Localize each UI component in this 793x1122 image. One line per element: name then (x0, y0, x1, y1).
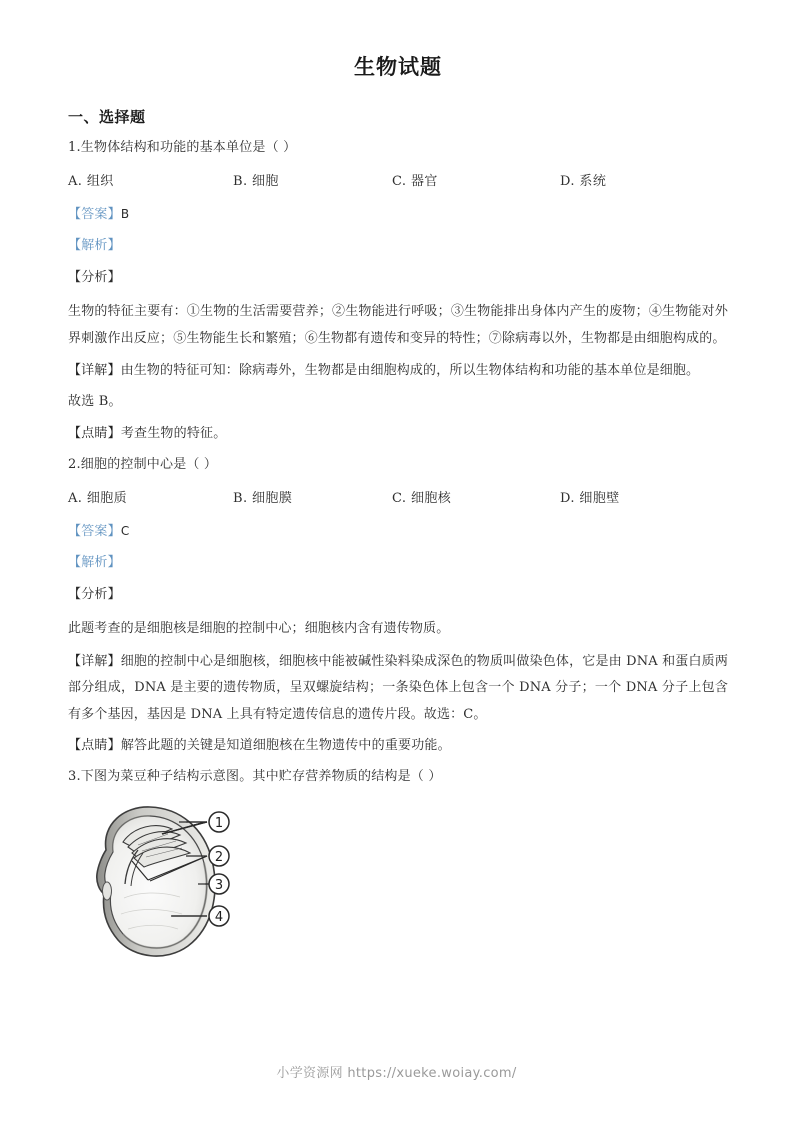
callout-2 (209, 846, 229, 866)
option-1-a[interactable]: A. 组织 (68, 173, 114, 189)
tip-body-1: 考查生物的特征。 (120, 426, 227, 442)
detail-paragraph-1 (68, 358, 728, 385)
analysis-body-1: 生物的特征主要有：①生物的生活需要营养；②生物能进行呼吸；③生物能排出身体内产生的废物；④生物能对外界刺激作出反应；⑤生物能生长和繁殖；⑥生物都有遗传和变异的特性；⑦除病毒以外，生物都是由细胞构成的。 (68, 304, 728, 346)
section-heading-choice: 一、选择题 (68, 108, 146, 127)
answer-line-2 (68, 522, 728, 542)
answer-line-1 (68, 205, 728, 225)
tip-tag-2: 【点睛】 (68, 737, 121, 753)
answer-label-2: 【答案】 (68, 523, 121, 539)
svg-text:3: 3 (214, 878, 224, 894)
svg-text:2: 2 (214, 850, 224, 866)
callout-1 (209, 812, 229, 832)
tip-body-2: 解答此题的关键是知道细胞核在生物遗传中的重要功能。 (120, 737, 451, 753)
question-block-3 (68, 767, 728, 969)
analysis-body-2: 此题考查的是细胞核是细胞的控制中心；细胞核内含有遗传物质。 (68, 621, 450, 637)
bean-seed-diagram (76, 798, 306, 968)
analysis-tag-2: 【分析】 (68, 586, 121, 602)
page-content (68, 55, 728, 968)
analysis-tag-1: 【分析】 (68, 269, 121, 285)
options-row-2 (68, 487, 728, 509)
question-stem-1: 1.生物体结构和功能的基本单位是（ ） (68, 140, 297, 156)
page-title: 生物试题 (354, 55, 442, 79)
detail-body-2: 细胞的控制中心是细胞核，细胞核中能被碱性染料染成深色的物质叫做染色体，它是由 DNA 和蛋白质两部分组成，DNA 是主要的遗传物质，呈双螺旋结构；一条染色体上包含一个 DNA 分子；一个 DNA 分子上包含有多个基因，基因是 DNA 上具有特定遗传信息的遗传片段。故选：C。 (68, 653, 728, 723)
svg-text:1: 1 (214, 816, 224, 832)
option-1-b[interactable]: B. 细胞 (233, 173, 279, 189)
option-1-d[interactable]: D. 系统 (560, 173, 607, 189)
option-2-c[interactable]: C. 细胞核 (392, 490, 452, 506)
detail-tag-2: 【详解】 (68, 653, 121, 669)
option-1-c[interactable]: C. 器官 (392, 173, 438, 189)
svg-text:4: 4 (214, 910, 224, 926)
choose-line-1: 故选 B。 (68, 394, 122, 410)
footer-watermark: 小学资源网 https://xueke.woiay.com/ (276, 1066, 517, 1081)
callout-3 (209, 874, 229, 894)
question-block-2 (68, 455, 728, 756)
option-2-a[interactable]: A. 细胞质 (68, 490, 128, 506)
question-stem-2: 2.细胞的控制中心是（ ） (68, 457, 218, 473)
options-row-1 (68, 170, 728, 192)
tip-tag-1: 【点睛】 (68, 426, 121, 442)
tip-paragraph-2 (68, 735, 728, 756)
option-2-d[interactable]: D. 细胞壁 (560, 490, 620, 506)
detail-paragraph-2 (68, 649, 728, 729)
detail-tag-1: 【详解】 (68, 363, 121, 379)
callout-4 (209, 906, 229, 926)
answer-value-2: C (120, 523, 130, 538)
answer-label-1: 【答案】 (68, 206, 121, 222)
tip-paragraph-1 (68, 423, 728, 444)
answer-value-1: B (120, 206, 130, 221)
option-2-b[interactable]: B. 细胞膜 (233, 490, 293, 506)
question-stem-3: 3.下图为菜豆种子结构示意图。其中贮存营养物质的结构是（ ） (68, 768, 442, 784)
explanation-label-2: 【解析】 (68, 555, 121, 571)
question-block-1 (68, 138, 728, 444)
explanation-label-1: 【解析】 (68, 238, 121, 254)
detail-body-1: 由生物的特征可知：除病毒外，生物都是由细胞构成的，所以生物体结构和功能的基本单位是细胞。 (120, 363, 700, 379)
